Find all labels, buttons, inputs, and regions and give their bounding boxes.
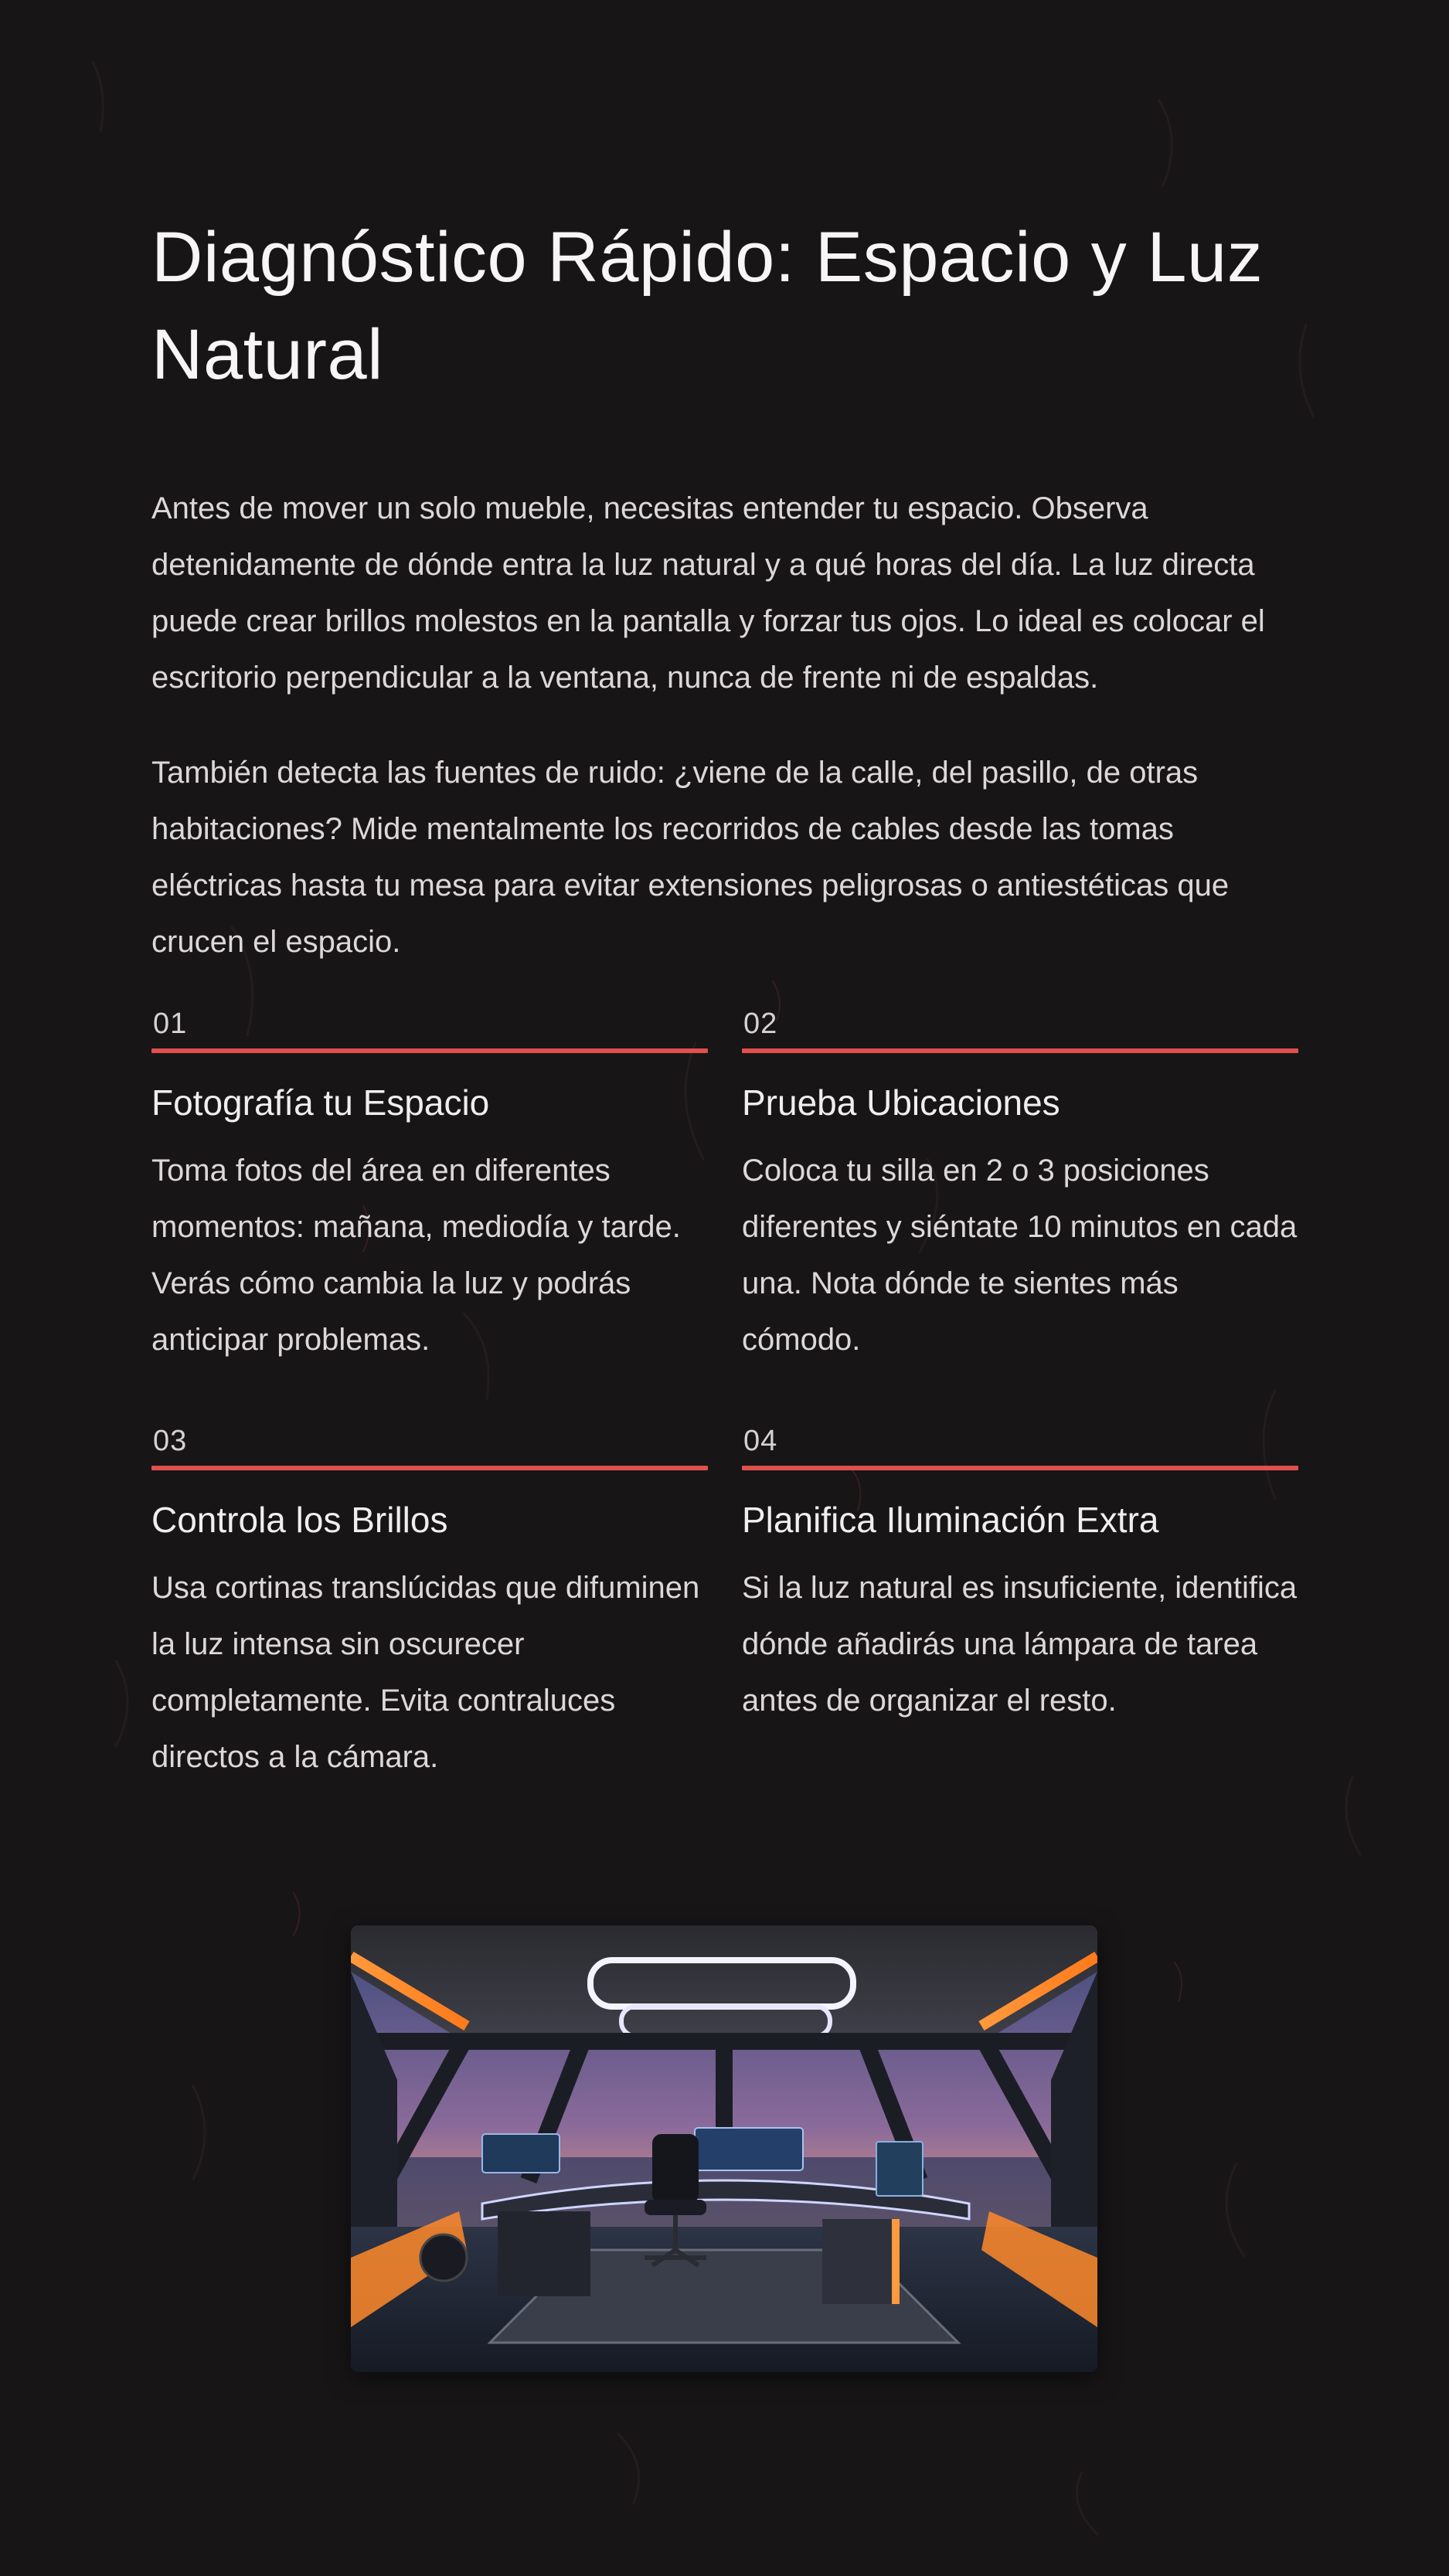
step-title: Prueba Ubicaciones [742,1082,1060,1123]
workspace-photo [351,1925,1097,2372]
step-title: Controla los Brillos [151,1500,448,1540]
step-description: Toma fotos del área en diferentes momentos: mañana, mediodía y tarde. Verás cómo cambia la luz y podrás anticipar problemas. [151,1154,681,1357]
intro-paragraph-light: Antes de mover un solo mueble, necesitas entender tu espacio. Observa detenidamente de dónde entra la luz natural y a qué horas del día. La luz directa puede crear brillos molestos en la pantalla y forzar tus ojos. Lo ideal es colocar el escritorio perpendicular a la ventana, nunca de frente ni de espaldas. [151,491,1265,695]
steps-grid [151,1005,1297,1786]
step-divider [742,1048,1298,1053]
step-divider [151,1466,708,1470]
step-card-04 [742,1422,1298,1786]
step-number: 02 [743,1008,778,1040]
step-card-02 [742,1005,1298,1368]
step-divider [151,1048,708,1053]
step-number: 03 [153,1425,188,1457]
step-description: Si la luz natural es insuficiente, identifica dónde añadirás una lámpara de tarea antes de organizar el resto. [742,1571,1298,1718]
step-title: Planifica Iluminación Extra [742,1500,1159,1540]
step-description: Usa cortinas translúcidas que difuminen la luz intensa sin oscurecer completamente. Evita contraluces directos a la cámara. [151,1571,700,1774]
step-number: 04 [743,1425,778,1457]
intro-paragraph-noise: También detecta las fuentes de ruido: ¿viene de la calle, del pasillo, de otras habitaciones? Mide mentalmente los recorridos de cables desde las tomas eléctricas hasta tu mesa para evitar extensiones peligrosas o antiestéticas que crucen el espacio. [151,756,1230,959]
step-divider [742,1466,1298,1470]
step-number: 01 [153,1008,188,1040]
main-content [151,209,1297,1786]
step-description: Coloca tu silla en 2 o 3 posiciones diferentes y siéntate 10 minutos en cada una. Nota dónde te sientes más cómodo. [742,1154,1298,1357]
step-card-03 [151,1422,708,1786]
step-title: Fotografía tu Espacio [151,1082,490,1123]
page-title: Diagnóstico Rápido: Espacio y Luz Natural [151,218,1264,394]
step-card-01 [151,1005,708,1368]
